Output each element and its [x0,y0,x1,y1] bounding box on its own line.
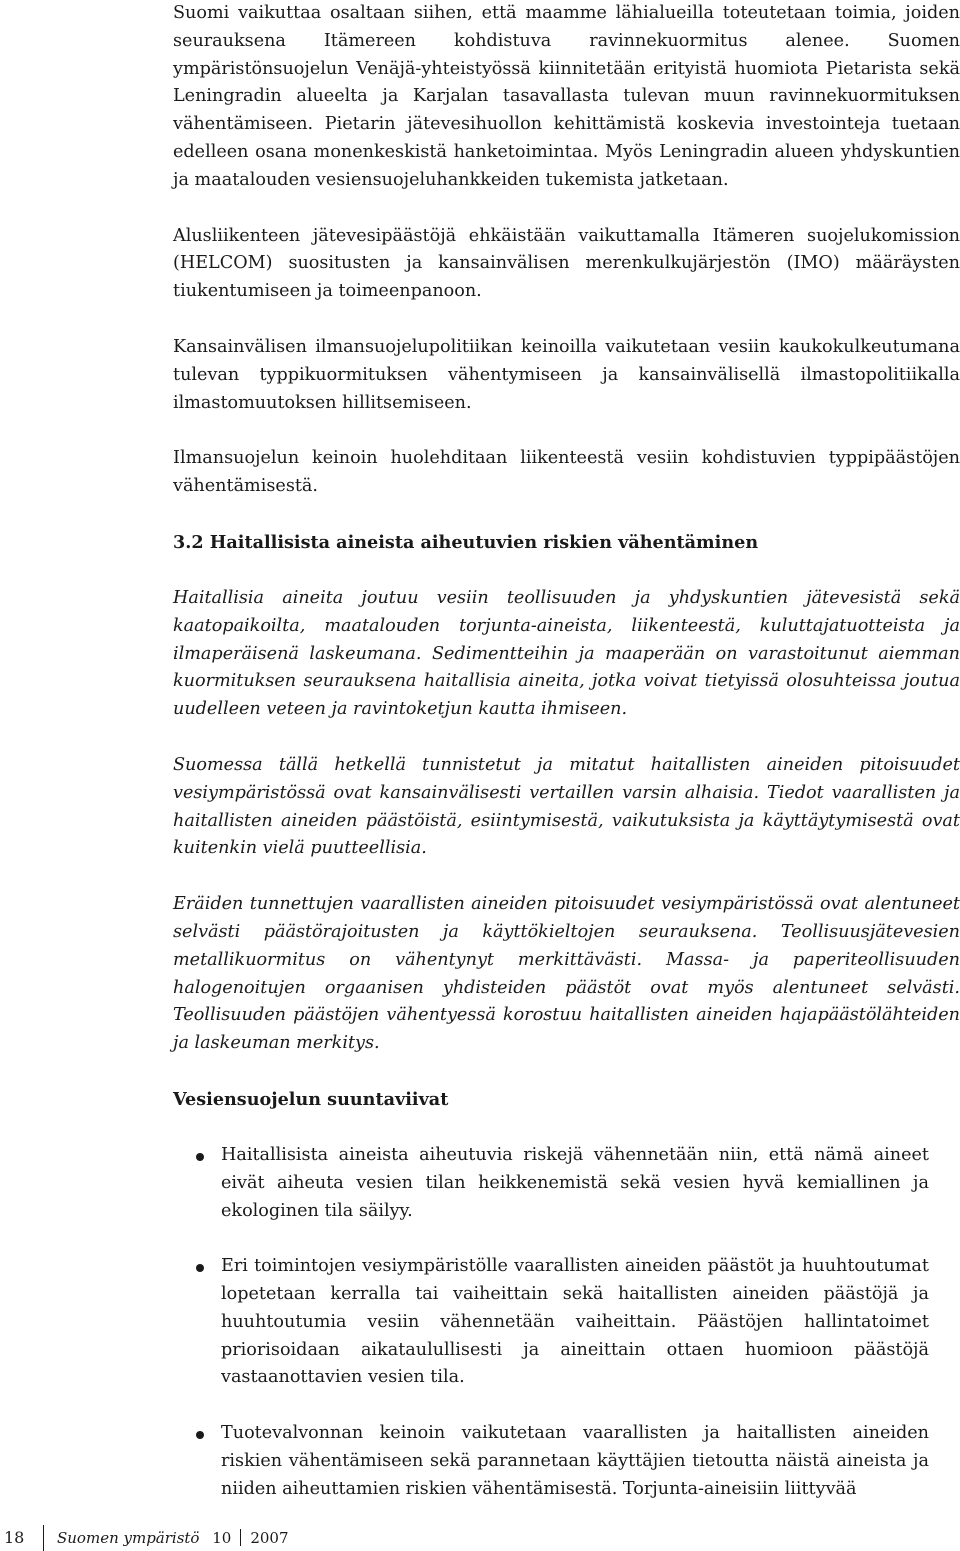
list-item [173,1253,929,1392]
bullet-icon [196,1153,204,1161]
publication-info [57,1525,289,1551]
list-item-text: Eri toimintojen vesiympäristölle vaarallisten aineiden päästöt ja huuhtoutumat lopetetaan kerralla tai vaiheittain sekä haitallisten aineiden päästöjä ja huuhtoutumia vesiin vähennetään vaiheittain. Päästöjen hallintatoimet priorisoidaan aikataulullisesti ja aineittain ottaen huomioon päästöjä vastaanottavien vesien tila. [221,1256,929,1388]
publication-year: 2007 [250,1529,289,1547]
italic-intro [173,585,960,1058]
page-footer [0,1525,960,1551]
publication-title: Suomen ympäristö [57,1529,200,1547]
list-item-text: Tuotevalvonnan keinoin vaikutetaan vaarallisten ja haitallisten aineiden riskien vähentämiseen sekä parannetaan käyttäjien tietoutta näistä aineista ja niiden aiheuttamien riskien vähentämisestä. Torjunta-aineisiin liittyvää [221,1423,929,1499]
italic-paragraph-sources: Haitallisia aineita joutuu vesiin teollisuuden ja yhdyskuntien jätevesistä sekä kaatopaikoilta, maatalouden torjunta-aineista, liikenteestä, kuluttajatuotteista ja ilmaperäisenä laskeumana. Sedimentteihin ja maaperään on varastoitunut aiemman kuormituksen seurauksena haitallisia aineita, jotka voivat tietyissä olosuhteissa joutua uudelleen veteen ja ravintoketjun kautta ihmiseen. [173,587,960,720]
page-number: 18 [4,1528,25,1547]
bullet-icon [196,1431,204,1439]
list-item [173,1142,929,1225]
italic-paragraph-concentrations: Suomessa tällä hetkellä tunnistetut ja mitatut haitallisten aineiden pitoisuudet vesiympäristössä ovat kansainvälisesti vertaillen varsin alhaisia. Tiedot vaarallisten ja haitallisten aineiden päästöistä, esiintymisestä, vaikutuksista ja käyttäytymisestä ovat kuitenkin vielä puutteellisia. [173,754,960,859]
footer-divider [43,1525,44,1551]
paragraph-air-protection-policy: Kansainvälisen ilmansuojelupolitiikan keinoilla vaikutetaan vesiin kaukokulkeutumana tulevan typpikuormituksen vähentymiseen ja kansainvälisellä ilmastopolitiikalla ilmastomuutoksen hillitsemiseen. [173,336,960,413]
publication-issue: 10 [212,1529,232,1547]
page-body [173,0,960,1504]
section-heading: 3.2 Haitallisista aineista aiheutuvien riskien vähentäminen [173,531,759,553]
footer-separator [240,1529,241,1546]
italic-paragraph-trends: Eräiden tunnettujen vaarallisten aineiden pitoisuudet vesiympäristössä ovat alentuneet selvästi päästörajoitusten ja käyttökieltojen seurauksena. Teollisuusjätevesien metallikuormitus on vähentynyt merkittävästi. Massa- ja paperiteollisuuden halogenoitujen orgaanisen yhdisteiden päästöt ovat myös alentuneet selvästi. Teollisuuden päästöjen vähentyessä korostuu haitallisten aineiden hajapäästölähteiden ja laskeuman merkitys. [173,894,960,1054]
paragraph-traffic-nitrogen: Ilmansuojelun keinoin huolehditaan liikenteestä vesiin kohdistuvien typpipäästöjen vähentämisestä. [173,448,960,497]
guidelines-list [173,1142,960,1504]
list-item [173,1420,929,1503]
paragraph-ship-wastewater: Alusliikenteen jätevesipäästöjä ehkäistään vaikuttamalla Itämeren suojelukomission (HELCOM) suositusten ja kansainvälisen merenkulkujärjestön (IMO) määräysten tiukentumiseen ja toimeenpanoon. [173,225,960,302]
bullet-icon [196,1264,204,1272]
guidelines-heading: Vesiensuojelun suuntaviivat [173,1088,449,1110]
paragraph-baltic-nutrient-load: Suomi vaikuttaa osaltaan siihen, että maamme lähialueilla toteutetaan toimia, joiden seurauksena Itämereen kohdistuva ravinnekuormitus alenee. Suomen ympäristönsuojelun Venäjä-yhteistyössä kiinnitetään erityistä huomiota Pietarista sekä Leningradin alueelta ja Karjalan tasavallasta tulevan muun ravinnekuormituksen vähentämiseen. Pietarin jätevesihuollon kehittämistä koskevia investointeja tuetaan edelleen osana monenkeskistä hanketoimintaa. Myös Leningradin alueen yhdyskuntien ja maatalouden vesiensuojeluhankkeiden tukemista jatketaan. [173,3,960,190]
list-item-text: Haitallisista aineista aiheutuvia riskejä vähennetään niin, että nämä aineet eivät aiheuta vesien tilan heikkenemistä sekä vesien hyvä kemiallinen ja ekologinen tila säilyy. [221,1144,929,1221]
